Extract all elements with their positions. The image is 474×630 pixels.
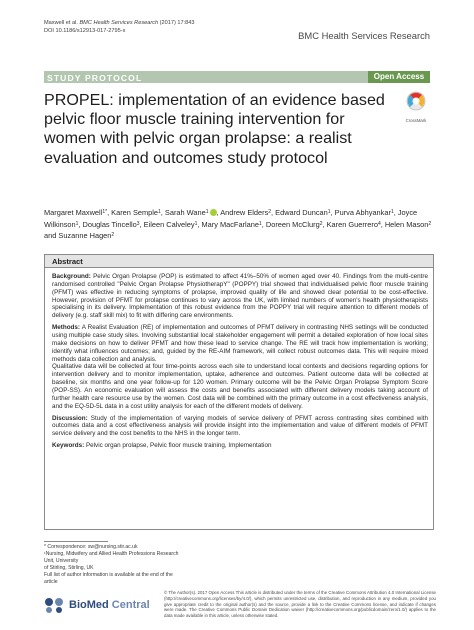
- abstract-discussion: [52, 415, 428, 439]
- author-name[interactable]: Mary MacFarlane: [201, 219, 259, 229]
- citation-authors: Maxwell et al.: [44, 20, 78, 26]
- author-affiliation-sup: 1: [390, 209, 394, 215]
- author-name[interactable]: Purva Abhyankar: [334, 208, 391, 217]
- author-name[interactable]: Margaret Maxwell: [44, 208, 103, 217]
- author-affiliation-sup: 1: [194, 220, 198, 227]
- author-entry: [165, 208, 217, 217]
- author-affiliation-sup: 1: [75, 220, 79, 227]
- crossmark-label: CrossMark: [405, 118, 427, 123]
- author-entry: [327, 220, 381, 229]
- author-name[interactable]: Edward Duncan: [275, 208, 328, 217]
- biomed-central-logo-icon: [44, 597, 66, 613]
- author-affiliation-sup: 1: [327, 209, 331, 215]
- background-label: Background:: [52, 273, 91, 280]
- author-entry: [201, 220, 261, 229]
- author-entry: [83, 220, 140, 229]
- author-entry: [385, 220, 431, 229]
- author-name[interactable]: Helen Mason: [384, 219, 429, 229]
- author-affiliation-sup: 2: [268, 209, 272, 215]
- author-name[interactable]: Karen Semple: [111, 208, 159, 217]
- author-info-note: Full list of author information is available at the end of the article: [44, 571, 173, 585]
- abstract-box: [44, 254, 434, 530]
- publisher-name: [69, 599, 150, 611]
- author-name[interactable]: Suzanne Hagen: [58, 231, 112, 241]
- discussion-text: Study of the implementation of varying models of service delivery of PFMT across contrasting sites combined with outcomes data and a cost effectiveness analysis will provide insight into the implementation and value of different models of PFMT service delivery and the cost benefits to the NHS in the longer term.: [52, 414, 428, 438]
- author-entry: [335, 208, 394, 217]
- author-name[interactable]: Andrew Elders: [220, 208, 269, 217]
- footnote-divider: [44, 541, 108, 542]
- orcid-icon[interactable]: [210, 209, 217, 216]
- author-entry: [44, 208, 107, 217]
- methods-text: A Realist Evaluation (RE) of implementation and outcomes of PFMT delivery in contrasting NHS settings will be conducted using multiple case study sites. Involving substantial local stakeholder engagement will permit a detailed exploration of how local sites make decisions on how to deliver PFMT and how these lead to service change. The RE will track how implementation is working; identify what influences outcomes; and, guided by the RE-AIM framework, will collect robust outcomes data. This will require mixed methods data collection and analysis.: [52, 324, 428, 363]
- keywords-label: Keywords:: [52, 442, 85, 450]
- author-entry: [266, 220, 323, 229]
- author-name[interactable]: Doreen McClurg: [265, 219, 320, 229]
- citation-doi[interactable]: DOI 10.1186/s12913-017-2795-x: [44, 27, 126, 34]
- methods-label: Methods:: [52, 324, 80, 332]
- author-entry: [111, 208, 161, 217]
- license-statement: © The Author(s). 2017 Open Access This article is distributed under the terms of the Creative Commons Attribution 4.0 International License (http://creativecommons.org/licenses/by/4.0/), which permits unrestricted use, distribution, and reproduction in any medium, provided you give appropriate credit to the original author(s) and the source, provide a link to the Creative Commons license, and indicate if changes were made. The Creative Commons Public Domain Dedication waiver (http://creativecommons.org/publicdomain/zero/1.0/) applies to the data made available in this article, unless otherwise stated.: [164, 590, 436, 619]
- author-affiliation-sup: 1: [158, 209, 161, 215]
- crossmark-badge[interactable]: [398, 91, 434, 123]
- affiliation-line-1: ¹Nursing, Midwifery and Allied Health Professions Research Unit, University: [44, 550, 179, 564]
- publisher-name-central: Central: [108, 599, 150, 611]
- abstract-header: [45, 255, 433, 268]
- discussion-label: Discussion:: [52, 414, 88, 422]
- author-affiliation-sup: 2: [428, 220, 432, 227]
- author-entry: [144, 220, 198, 229]
- abstract-methods: [52, 324, 428, 363]
- author-affiliation-sup: 4: [377, 220, 381, 227]
- citation-year-pages: (2017) 17:843: [159, 20, 195, 26]
- article-title: PROPEL: implementation of an evidence based pelvic floor muscle training intervention for women with pelvic organ prolapse: a realist evaluation and outcomes study protocol: [44, 91, 385, 167]
- author-entry: [58, 231, 114, 240]
- author-affiliation-sup: 3: [136, 220, 140, 227]
- article-type-label: STUDY PROTOCOL: [47, 72, 143, 83]
- footnote: [44, 544, 184, 585]
- author-name[interactable]: Sarah Wane: [164, 208, 206, 217]
- publisher-name-bio: BioMed: [69, 599, 109, 611]
- journal-title: BMC Health Services Research: [298, 30, 430, 41]
- author-entry: [275, 208, 330, 217]
- author-affiliation-sup: 2: [111, 232, 115, 239]
- author-list: Margaret Maxwell$^{1*}$, Karen Semple$^1$, Sarah Wane$^1$ , Andrew Elders$^2$, Edward Duncan$^1$, Purva Abhyankar$^1$, Joyce Wilkinson$^1$, Douglas Tincello$^3$, Eileen Calveley$^1$, Mary MacFarlane$^1$, Doreen McClurg$^2$, Karen Guerrero$^4$, Helen Mason$^2$ and Suzanne Hagen$^2$: [44, 208, 432, 241]
- open-access-badge: Open Access: [368, 71, 430, 83]
- author-name[interactable]: Douglas Tincello: [82, 219, 137, 229]
- author-affiliation-sup: 1: [205, 209, 209, 215]
- crossmark-icon: [398, 91, 434, 113]
- correspondence-email[interactable]: * Correspondence: sw@nursing.stir.ac.uk: [44, 544, 138, 550]
- biomed-central-logo: [44, 596, 150, 614]
- author-name[interactable]: Karen Guerrero: [326, 219, 378, 229]
- affiliation-line-2: of Stirling, Stirling, UK: [44, 564, 94, 571]
- keywords-text: Pelvic organ prolapse, Pelvic floor muscle training, Implementation: [84, 442, 272, 450]
- author-affiliation-sup: 1*: [102, 209, 108, 215]
- background-text: Pelvic Organ Prolapse (POP) is estimated to affect 41%–50% of women aged over 40. Findings from the multi-centre randomised controlled "Pelvic Organ Prolapse PhysiotherapY" (POPPY) trial showed that individualised pelvic floor muscle training (PFMT) was effective in reducing symptoms of prolapse, improved quality of life and showed clear potential to be cost-effective. However, provision of PFMT for prolapse continues to vary across the UK, with limited numbers of women's health physiotherapists specialising in its delivery. Implementation of this robust evidence from the POPPY trial will require attention to different models of delivery (e.g. staff skill mix) to fit with differing care environments.: [52, 273, 428, 320]
- abstract-methods-continued: Qualitative data will be collected at four time-points across each site to understand local contexts and decisions regarding options for intervention delivery and to monitor implementation, uptake, adherence and outcomes. Patient outcome data will be collected at baseline, six months and one year follow-up for 120 women. Primary outcome will be the Pelvic Organ Prolapse Symptom Score (POP-SS). An economic evaluation will assess the costs and benefits associated with different delivery models taking account of further health care resource use by the women. Cost data will be combined with the primary outcome in a cost effectiveness analysis, and the EQ-5D-5L data in a cost utility analysis for each of the different models of delivery.: [52, 363, 428, 410]
- author-name[interactable]: Joyce Wilkinson: [44, 208, 418, 229]
- citation-journal: BMC Health Services Research: [79, 20, 159, 26]
- author-affiliation-sup: 2: [319, 220, 323, 227]
- abstract-heading: Abstract: [52, 257, 83, 266]
- author-name[interactable]: Eileen Calveley: [143, 219, 195, 229]
- abstract-keywords: [52, 442, 428, 450]
- article-type-banner: [44, 71, 430, 83]
- abstract-body: [52, 273, 428, 454]
- abstract-background: [52, 273, 428, 320]
- author-entry: [220, 208, 271, 217]
- author-affiliation-sup: 1: [258, 220, 262, 227]
- citation-block: [44, 20, 195, 35]
